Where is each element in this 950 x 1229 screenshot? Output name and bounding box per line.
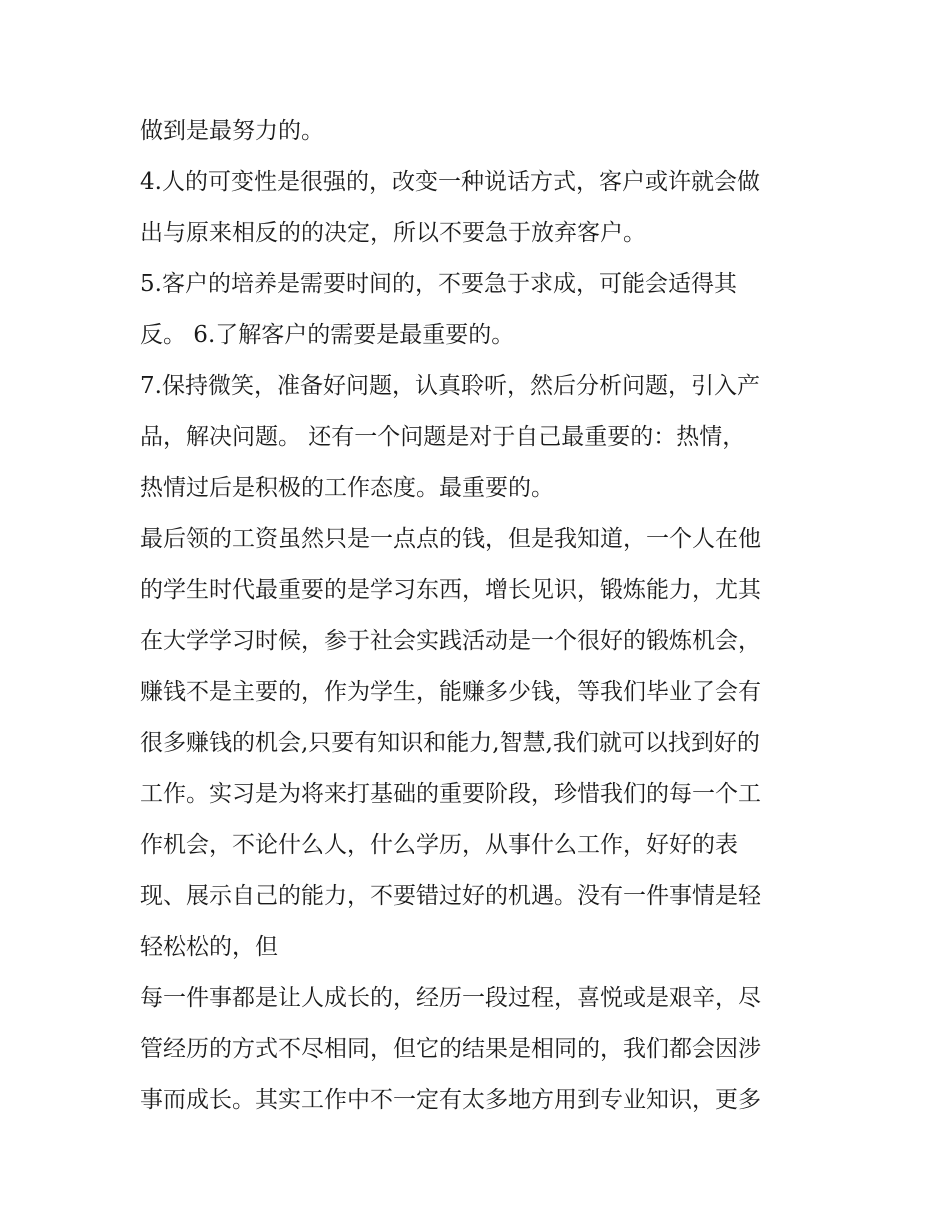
text-line: 品，解决问题。 还有一个问题是对于自己最重要的：热情， <box>140 424 746 450</box>
text-line: 4.人的可变性是很强的，改变一种说话方式，客户或许就会做 <box>140 169 760 195</box>
text-line: 最后领的工资虽然只是一点点的钱，但是我知道，一个人在他 <box>140 526 761 552</box>
document-body <box>140 106 820 1126</box>
text-line: 事而成长。其实工作中不一定有太多地方用到专业知识，更多 <box>140 1087 761 1113</box>
text-line: 现、展示自己的能力，不要错过好的机遇。没有一件事情是轻 <box>140 883 761 909</box>
text-line: 的学生时代最重要的是学习东西，增长见识，锻炼能力，尤其 <box>140 577 761 603</box>
text-line: 每一件事都是让人成长的，经历一段过程，喜悦或是艰辛，尽 <box>140 985 761 1011</box>
text-line: 出与原来相反的的决定，所以不要急于放弃客户。 <box>140 220 646 246</box>
text-line: 热情过后是积极的工作态度。最重要的。 <box>140 475 554 501</box>
text-line: 作机会，不论什么人，什么学历，从事什么工作，好好的表 <box>140 832 738 858</box>
text-line: 7.保持微笑，准备好问题，认真聆听，然后分析问题，引入产 <box>140 373 760 399</box>
text-line: 管经历的方式不尽相同，但它的结果是相同的，我们都会因涉 <box>140 1036 761 1062</box>
text-line: 在大学学习时候，参于社会实践活动是一个很好的锻炼机会， <box>140 628 761 654</box>
text-line: 工作。实习是为将来打基础的重要阶段，珍惜我们的每一个工 <box>140 781 761 807</box>
text-line: 做到是最努力的。 <box>140 118 324 144</box>
text-line: 反。 6.了解客户的需要是最重要的。 <box>140 322 515 348</box>
text-line: 很多赚钱的机会,只要有知识和能力,智慧,我们就可以找到好的 <box>140 730 760 756</box>
text-line: 轻松松的，但 <box>140 934 278 960</box>
text-line: 5.客户的培养是需要时间的，不要急于求成，可能会适得其 <box>140 271 737 297</box>
text-line: 赚钱不是主要的，作为学生，能赚多少钱，等我们毕业了会有 <box>140 679 761 705</box>
